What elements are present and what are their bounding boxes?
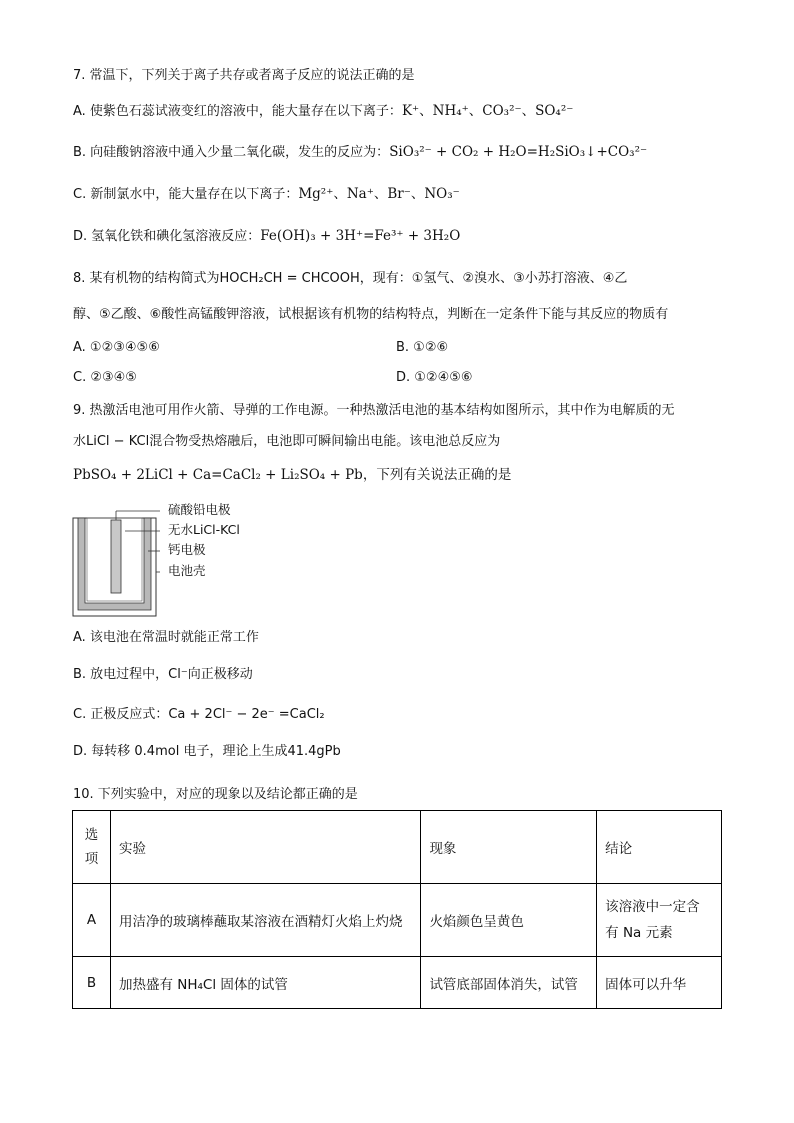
- q7-option-c: [73, 188, 460, 202]
- header-option: 选项: [73, 811, 111, 884]
- experiment-table: [72, 810, 722, 1009]
- row-a-option: A: [73, 884, 111, 957]
- q7-option-c-label: C. 新制氯水中，能大量存在以下离子：: [73, 187, 299, 202]
- diagram-label-calcium: 钙电极: [168, 542, 206, 557]
- table-row: [73, 957, 722, 1009]
- q9-option-d: D. 每转移 0.4mol 电子，理论上生成41.4gPb: [73, 744, 341, 759]
- table-header-row: [73, 811, 722, 884]
- row-b-conclusion: 固体可以升华: [597, 957, 722, 1009]
- header-phenomenon: 现象: [421, 811, 597, 884]
- q8-stem-line1: 8. 某有机物的结构简式为HOCH₂CH = CHCOOH，现有：①氢气、②溴水、③小苏打溶液、④乙: [73, 271, 628, 286]
- q7-option-d-expr: Fe(OH)₃ + 3H⁺=Fe³⁺ + 3H₂O: [260, 228, 461, 244]
- row-a-phenomenon: 火焰颜色呈黄色: [421, 884, 597, 957]
- row-a-experiment: 用洁净的玻璃棒蘸取某溶液在酒精灯火焰上灼烧: [110, 884, 420, 957]
- q9-stem-line2: 水LiCl − KCl混合物受热熔融后，电池即可瞬间输出电能。该电池总反应为: [73, 434, 501, 449]
- q7-option-c-expr: Mg²⁺、Na⁺、Br⁻、NO₃⁻: [298, 186, 460, 202]
- header-conclusion: 结论: [597, 811, 722, 884]
- q7-option-b-label: B. 向硅酸钠溶液中通入少量二氧化碳，发生的反应为：: [73, 145, 390, 160]
- q7-option-a-expr: K⁺、NH₄⁺、CO₃²⁻、SO₄²⁻: [401, 103, 574, 119]
- header-experiment: 实验: [110, 811, 420, 884]
- q7-option-d: [73, 230, 460, 244]
- q9-stem-line3: PbSO₄ + 2LiCl + Ca=CaCl₂ + Li₂SO₄ + Pb，下列有关说法正确的是: [73, 467, 512, 483]
- table-row: [73, 884, 722, 957]
- q9-stem-line1: 9. 热激活电池可用作火箭、导弹的工作电源。一种热激活电池的基本结构如图所示，其中作为电解质的无: [73, 403, 675, 418]
- q9-option-a: A. 该电池在常温时就能正常工作: [73, 630, 259, 645]
- row-a-conclusion: 该溶液中一定含有 Na 元素: [597, 884, 722, 957]
- q7-option-b-expr: SiO₃²⁻ + CO₂ + H₂O=H₂SiO₃↓+CO₃²⁻: [389, 144, 648, 160]
- row-b-experiment: 加热盛有 NH₄Cl 固体的试管: [110, 957, 420, 1009]
- q7-option-b: [73, 146, 647, 160]
- diagram-label-electrolyte: 无水LiCl-KCl: [168, 522, 240, 537]
- diagram-label-shell: 电池壳: [168, 563, 206, 578]
- q7-option-a-label: A. 使紫色石蕊试液变红的溶液中，能大量存在以下离子：: [73, 104, 402, 119]
- row-b-option: B: [73, 957, 111, 1009]
- q8-option-c: C. ②③④⑤: [73, 370, 137, 385]
- diagram-label-lead-sulfate: 硫酸铅电极: [168, 502, 231, 517]
- q8-stem-line2: 醇、⑤乙酸、⑥酸性高锰酸钾溶液，试根据该有机物的结构特点，判断在一定条件下能与其反应的物质有: [73, 307, 669, 322]
- q9-option-c: C. 正极反应式：Ca + 2Cl⁻ − 2e⁻ =CaCl₂: [73, 707, 325, 722]
- q8-option-b: B. ①②⑥: [396, 340, 449, 355]
- q7-option-a: [73, 105, 573, 119]
- q10-stem: 10. 下列实验中，对应的现象以及结论都正确的是: [73, 787, 358, 802]
- q9-option-b: B. 放电过程中，Cl⁻向正极移动: [73, 667, 253, 682]
- q8-option-a: A. ①②③④⑤⑥: [73, 340, 160, 355]
- row-b-phenomenon: 试管底部固体消失，试管: [421, 957, 597, 1009]
- q7-stem: 7. 常温下，下列关于离子共存或者离子反应的说法正确的是: [73, 68, 415, 83]
- q8-option-d: D. ①②④⑤⑥: [396, 370, 473, 385]
- battery-diagram: [72, 500, 272, 624]
- q7-option-d-label: D. 氢氧化铁和碘化氢溶液反应：: [73, 229, 261, 244]
- lead-sulfate-electrode: [111, 520, 121, 593]
